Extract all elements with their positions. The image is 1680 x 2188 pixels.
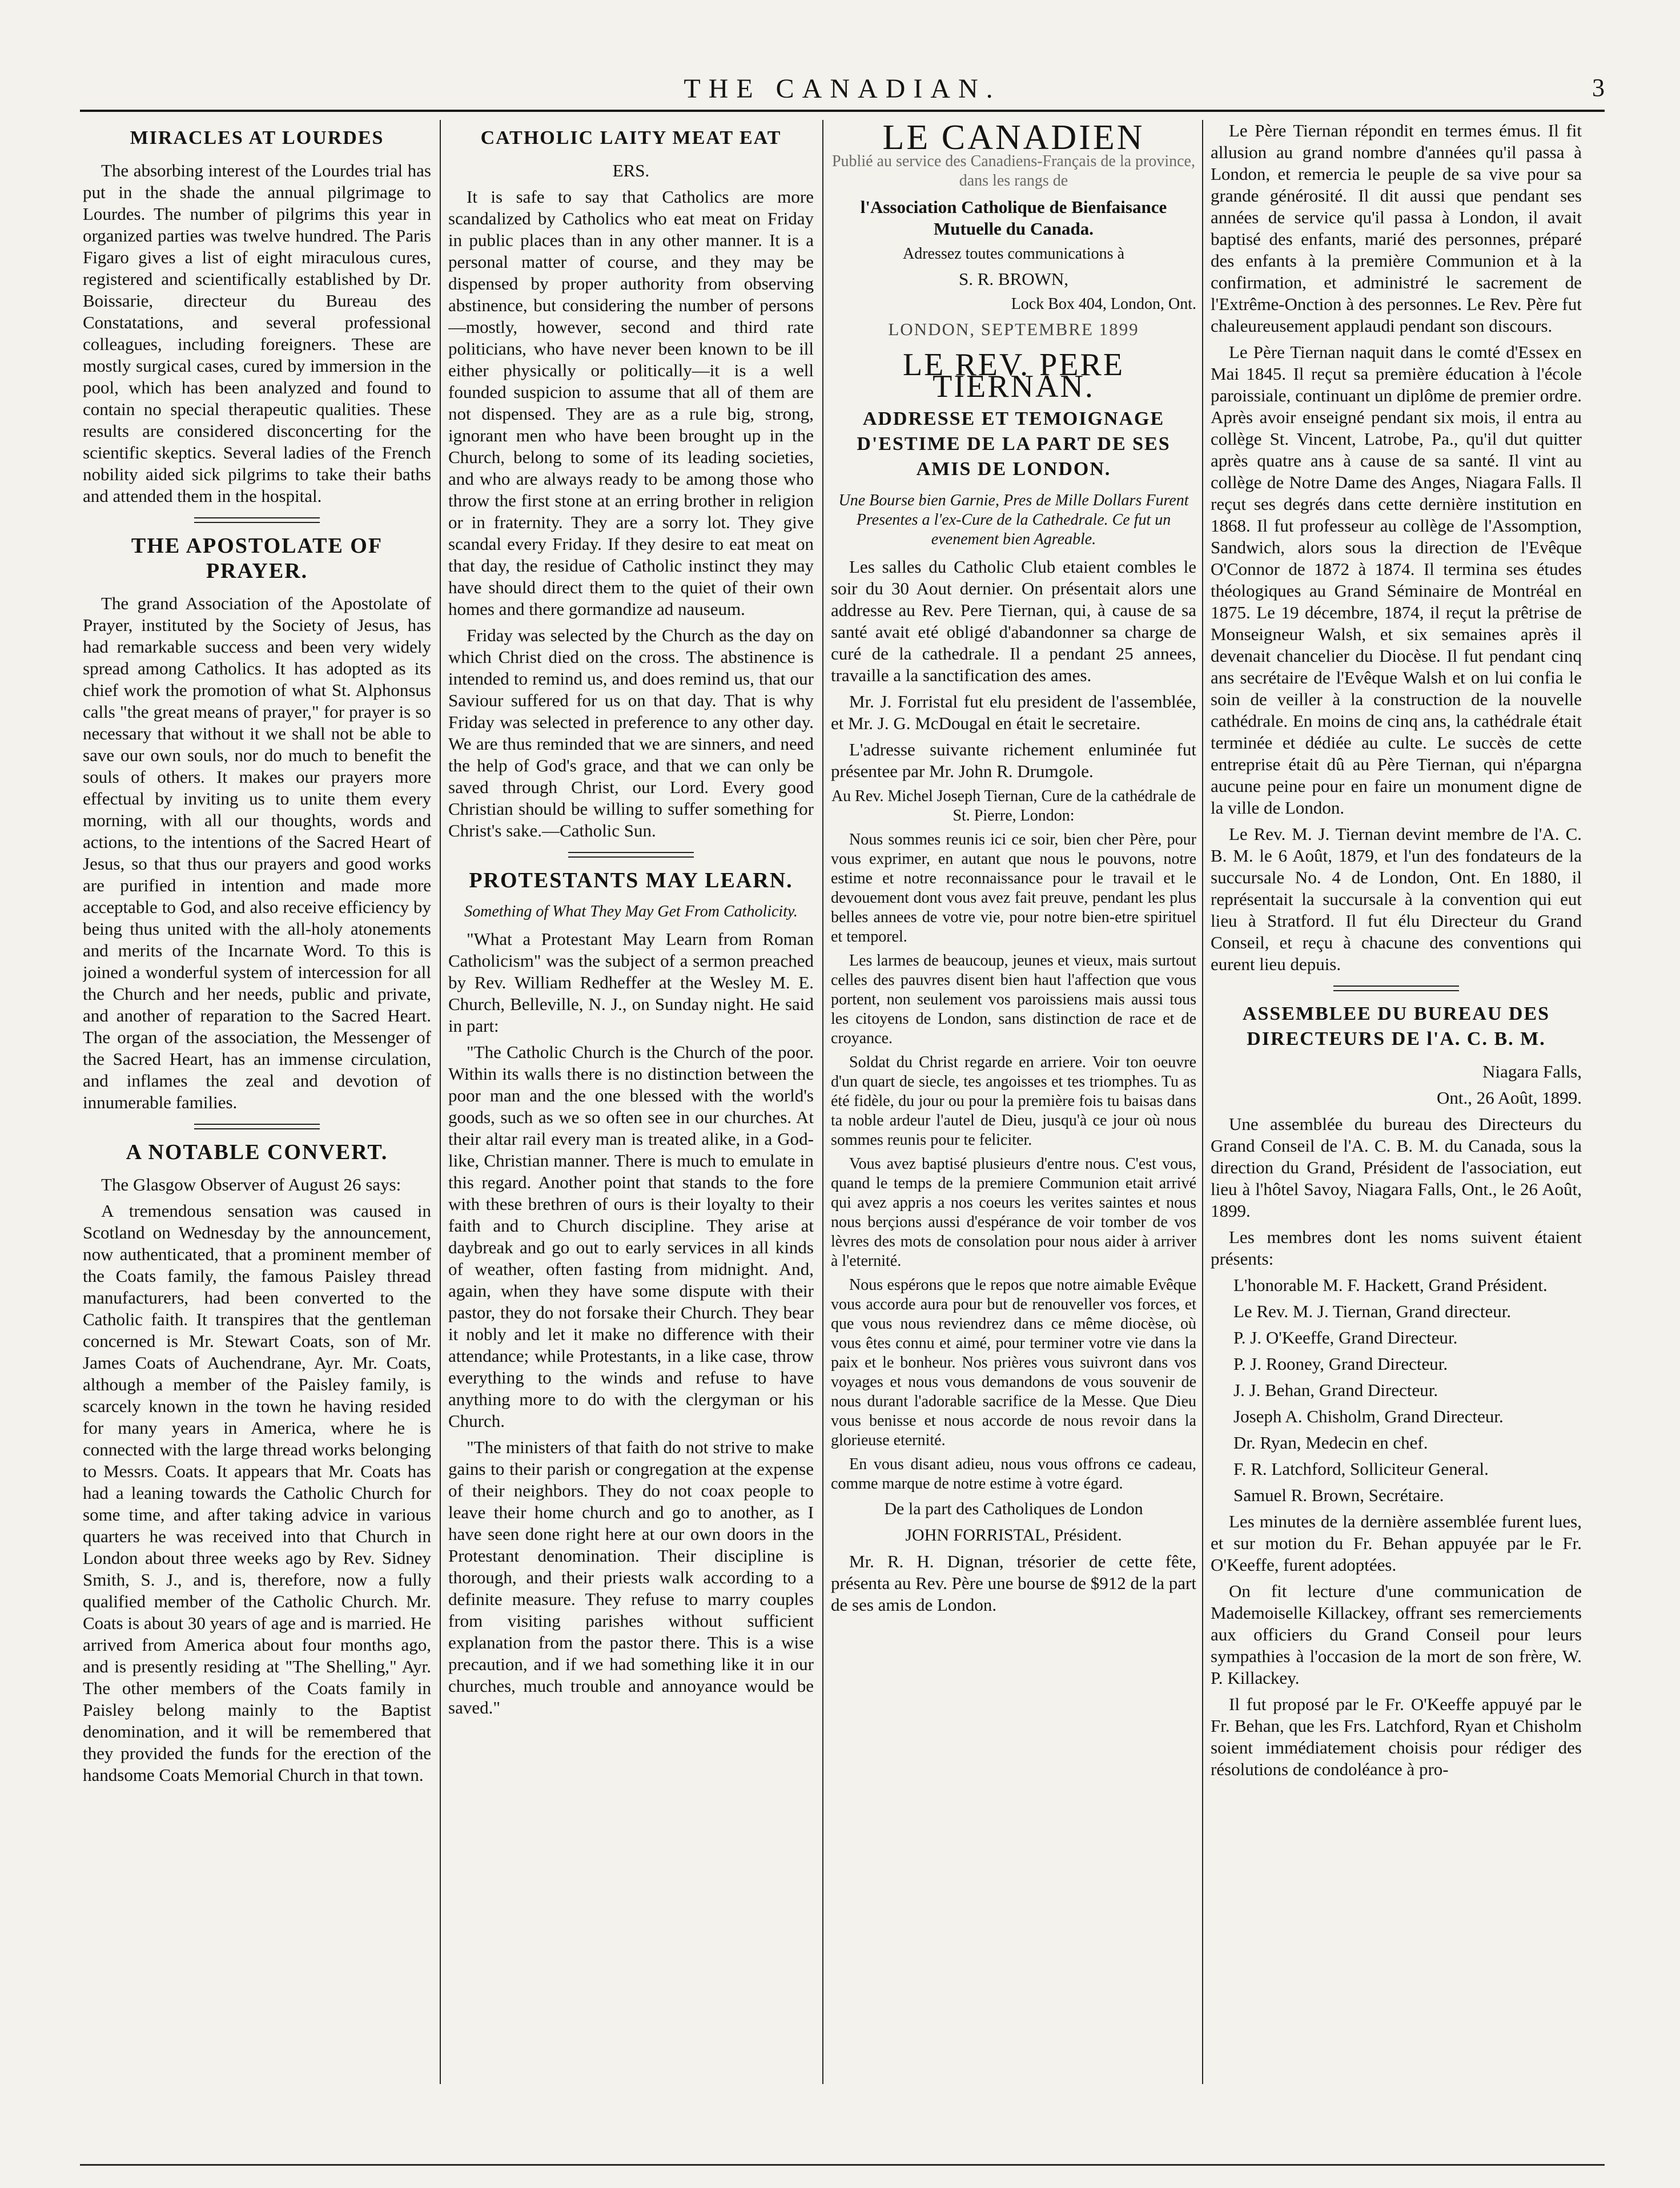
column-divider	[822, 120, 823, 2084]
article-title-apostolate: THE APOSTOLATE OF PRAYER.	[131, 534, 383, 583]
article-title-assemblee: ASSEMBLEE DU BUREAU DES DIRECTEURS DE l'A. C. B. M.	[1242, 1003, 1550, 1049]
address-para-6: En vous disant adieu, nous vous offrons ce cadeau, comme marque de notre estime à votre égard.	[831, 1455, 1196, 1493]
article-body-meat-2: Friday was selected by the Church as the day on which Christ died on the cross. The abstinence is intended to remind us, and does remind us, that our Saviour suffered for us on that day. That is why Friday was selected in preference to any other day. We are thus reminded that we are sinners, and need the help of God's grace, and that we can only be saved through Christ, our Lord. Every good Christian should be willing to suffer something for Christ's sake.—Catholic Sun.	[448, 625, 814, 840]
article-title-protestants: PROTESTANTS MAY LEARN.	[469, 868, 793, 892]
article-divider	[568, 852, 694, 858]
column-divider	[1202, 120, 1203, 2084]
article-body-convert: A tremendous sensation was caused in Scotland on Wednesday by the announcement, now authenticated, that a prominent member of the Coats family, the famous Paisley thread manufacturers, had been converted to the Catholic faith. It transpires that the gentleman concerned is Mr. Stewart Coats, son of Mr. James Coats of Auchendrane, Ayr. Mr. Coats, although a member of the Paisley family, is scarcely known in the town he having resided for many years in America, where he is connected with the large thread works belonging to Messrs. Coats. It appears that Mr. Coats has had a leaning towards the Catholic Church for some time, and after taking advice in various quarters he was received into that Church in London about three weeks ago by Rev. Sidney Smith, S. J., and is, therefore, now a fully qualified member of the Catholic Church. Mr. Coats is about 30 years of age and is married. He arrived from America about four months ago, and is presently residing at "The Shelling," Ayr. The other members of the Coats family in Paisley belong mainly to the Baptist denomination, and it will be remembered that they provided the funds for the erection of the handsome Coats Memorial Church in that town.	[83, 1201, 431, 1785]
editor-name: S. R. BROWN,	[958, 269, 1069, 289]
address-salutation: Au Rev. Michel Joseph Tiernan, Cure de la cathédrale de St. Pierre, London:	[831, 787, 1196, 824]
article-divider	[194, 1124, 320, 1129]
member-entry: P. J. Rooney, Grand Directeur.	[1233, 1354, 1448, 1374]
address-signature-line: De la part des Catholiques de London	[884, 1499, 1143, 1518]
member-entry: F. R. Latchford, Solliciteur General.	[1233, 1459, 1489, 1479]
column-4	[1211, 120, 1582, 2101]
column-divider	[440, 120, 441, 2084]
address-para-2: Les larmes de beaucoup, jeunes et vieux, mais surtout celles des pauvres disent bien haut l'affection que vous portent, non seulement vos paroissiens mais aussi tous les citoyens de London, sans distinction de race et de croyance.	[831, 952, 1196, 1047]
masthead-rule	[80, 110, 1605, 112]
column-2	[448, 120, 814, 2101]
page-number: 3	[1592, 74, 1605, 102]
member-entry: P. J. O'Keeffe, Grand Directeur.	[1233, 1328, 1458, 1348]
address-para-4: Vous avez baptisé plusieurs d'entre nous. C'est vous, quand le temps de la premiere Communion etait arrivé qui avez appris a nos coeurs les verites saintes et nous nous berçions aussi d'espérance de voir tomber de vos lèvres des mots de consolation pour nous aider à arriver à l'eternité.	[831, 1155, 1196, 1270]
column-1	[83, 120, 431, 2101]
member-entry: L'honorable M. F. Hackett, Grand Président.	[1233, 1275, 1548, 1295]
article-title-lourdes: MIRACLES AT LOURDES	[130, 127, 384, 148]
headline-tiernan: LE REV. PERE TIERNAN.	[902, 347, 1125, 404]
meeting-body-3: Les minutes de la dernière assemblée furent lues, et sur motion du Fr. Behan appuyée par le Fr. O'Keeffe, furent adoptées.	[1211, 1511, 1582, 1575]
article-divider	[1333, 986, 1459, 991]
column-3	[831, 120, 1196, 2101]
article-body-protestants-2: "The Catholic Church is the Church of the poor. Within its walls there is no distinction between the poor man and the one blessed with the world's goods, such as we so often see in our churches. At their altar rail every man is treated alike, in a God-like, Christian manner. There is much to emulate in this regard. Another point that stands to the fore with these brethren of ours is their loyalty to their faith and to Church discipline. They arise at daybreak and go out to early services in all kinds of weather, often fasting from midnight. And, again, when they have some dispute with their pastor, they do not forsake their Church. They bear it nobly and let it make no difference with their attendance; while Protestants, in a like case, throw everything to the winds and refuse to have anything more to do with the clergyman or his Church.	[448, 1042, 814, 1431]
article-divider	[194, 517, 320, 523]
editor-address: Lock Box 404, London, Ont.	[1011, 295, 1196, 313]
meeting-body-4: On fit lecture d'une communication de Mademoiselle Killackey, offrant ses remerciements aux officiers du Grand Conseil pour leurs sympathies à l'occasion de la mort de son frère, W. P. Killackey.	[1211, 1581, 1582, 1688]
association-name: l'Association Catholique de Bienfaisance Mutuelle du Canada.	[860, 197, 1167, 239]
member-entry: Le Rev. M. J. Tiernan, Grand directeur.	[1233, 1301, 1512, 1321]
meeting-date: Ont., 26 Août, 1899.	[1436, 1088, 1582, 1108]
member-entry: Dr. Ryan, Medecin en chef.	[1233, 1433, 1428, 1453]
article-subtitle-tiernan: Une Bourse bien Garnie, Pres de Mille Dollars Furent Presentes a l'ex-Cure de la Cathedrale. Ce fut un evenement bien Agreable.	[838, 492, 1189, 548]
article-body-protestants-3: "The ministers of that faith do not strive to make gains to their parish or congregation at the expense of their neighbors. They do not coax people to leave their home church and go to another, as I have seen done right here at our own doors in the Protestant denomination. Their discipline is thorough, and their priests walk according to a definite measure. They refuse to marry couples from visiting parishes without sufficient explanation from the pastor there. This is a wise precaution, and if we had something like it in our churches, much trouble and annoyance would be saved."	[448, 1437, 814, 1718]
address-signature-name: JOHN FORRISTAL, Président.	[905, 1526, 1122, 1545]
article-body-tiernan-1: Les salles du Catholic Club etaient combles le soir du 30 Aout dernier. On présentait alors une addresse au Rev. Pere Tiernan, qui, à cause de sa santé avait eté obligé d'abandonner sa charge de curé de la cathedrale. Il a pendant 25 annees, travaille a la sanctification des ames.	[831, 557, 1196, 685]
paper-title: LE CANADIEN	[882, 120, 1145, 157]
article-subtitle-protestants: Something of What They May Get From Catholicity.	[464, 903, 798, 920]
article-body-apostolate: The grand Association of the Apostolate of Prayer, instituted by the Society of Jesus, has had remarkable success and been very widely spread among Catholics. It has adopted as its chief work the promotion of what St. Alphonsus calls "the great means of prayer," for prayer is so necessary that without it we shall not be able to save our own souls, nor do much to benefit the souls of others. It makes our prayers more effectual by inviting us to unite them every morning, with all our thoughts, words and actions, to the intentions of the Sacred Heart of Jesus, so that thus our prayers and good works are purified in intention and made more acceptable to God, and also receive efficiency by being thus united with the all-holy atonements and merits of the Incarnate Word. To this is joined a wonderful system of intercession for all the Church and her needs, public and private, and another of reparation to the Sacred Heart. The organ of the association, the Messenger of the Sacred Heart, has an immense circulation, and inflames the zeal and devotion of innumerable families.	[83, 593, 431, 1112]
member-entry: Joseph A. Chisholm, Grand Directeur.	[1233, 1406, 1504, 1426]
article-body-meat-1: It is safe to say that Catholics are more scandalized by Catholics who eat meat on Friday in public places than in any other manner. It is a personal matter of course, and they may be dispensed by proper authority from observing abstinence, but considering the number of persons—mostly, however, second and third rate politicians, who have never been known to be ill either physically or politically—it is a well founded suspicion to assume that all of them are not dispensed. They are as a rule big, strong, ignorant men who have been brought up in the Church, belong to some of its leading societies, and who are always ready to be among those who throw the first stone at an erring brother in religion or in fraternity. They are a sorry lot. They give scandal every Friday. If they desire to eat meat on that day, the residue of Catholic instinct they may have should direct them to the quiet of their own homes and there gormandize ad nauseum.	[448, 187, 814, 619]
address-notice: Adressez toutes communications à	[902, 245, 1124, 263]
member-entry: J. J. Behan, Grand Directeur.	[1233, 1380, 1438, 1400]
article-body-protestants-1: "What a Protestant May Learn from Roman Catholicism" was the subject of a sermon preached by Rev. William Redheffer at the Wesley M. E. Church, Belleville, N. J., on Sunday night. He said in part:	[448, 929, 814, 1036]
article-title-convert: A NOTABLE CONVERT.	[126, 1140, 388, 1164]
address-para-3: Soldat du Christ regarde en arriere. Voir ton oeuvre d'un quart de siecle, tes angoisses et tes triomphes. Tu as été fidèle, du jour ou pour la première fois tu baisas dans ta noble ardeur l'autel de Dieu, jusqu'à ce jour où nous sommes reunis pour te feliciter.	[831, 1053, 1196, 1149]
masthead-title: THE CANADIAN.	[684, 74, 1001, 104]
tiernan-reply: Le Père Tiernan répondit en termes émus. Il fit allusion au grand nombre d'années qu'il passa à London, et remercia le peuple de sa vive pour sa grande générosité. Il dit aussi que pendant ses années de service qu'il passa à London, il avait baptisé des enfants, marié des personnes, préparé des enfants à la première Communion et à la confirmation, et administré le sacrement de l'Extrême-Onction à des personnes. Le Rev. Père fut chaleureusement applaudi pendant son discours.	[1211, 120, 1582, 336]
meeting-place: Niagara Falls,	[1482, 1061, 1582, 1081]
article-body-tiernan-3: L'adresse suivante richement enluminée fut présentee par Mr. John R. Drumgole.	[831, 739, 1196, 781]
member-entry: Samuel R. Brown, Secrétaire.	[1233, 1485, 1444, 1505]
meeting-body-1: Une assemblée du bureau des Directeurs du Grand Conseil de l'A. C. B. M. du Canada, sous la direction du Grand, Président de l'association, eut lieu à l'hôtel Savoy, Niagara Falls, Ont., le 26 Août, 1899.	[1211, 1114, 1582, 1221]
article-title-meat-cont: ERS.	[612, 160, 650, 180]
meeting-body-5: Il fut proposé par le Fr. O'Keeffe appuyé par le Fr. Behan, que les Frs. Latchford, Ryan et Chisholm soient immédiatement choisis pour rédiger des résolutions de condoléance à pro-	[1211, 1694, 1582, 1779]
article-body-tiernan-4: Mr. R. H. Dignan, trésorier de cette fête, présenta au Rev. Père une bourse de $912 de la part de ses amis de London.	[831, 1551, 1196, 1615]
tiernan-biography: Le Père Tiernan naquit dans le comté d'Essex en Mai 1845. Il reçut sa première éducation à l'école paroissiale, continuant un diplôme de premier ordre. Après avoir enseigné pendant six mois, il entra au collège St. Vincent, Latrobe, Pa., qu'il dut quitter après quatre ans à cause de sa santé. Il vint au collège de Notre Dame des Anges, Niagara Falls. Il reçut ses degrés dans cette dernière institution en 1868. Il fut professeur au collège de l'Assomption, Sandwich, alors sous la direction de l'Evêque O'Connor de 1872 à 1874. Il termina ses études théologiques au Grand Séminaire de Montréal en 1875. Le 19 décembre, 1874, il reçut la prêtrise de Monseigneur Walsh, et six semaines après il devenait chancelier du Diocèse. Il fut pendant cinq ans secrétaire de l'Evêque Walsh et on lui confia le soin de veiller à la construction de la nouvelle cathédrale. En moins de cinq ans, la cathédrale était terminée et dédiée au culte. Le succès de cette entreprise était dû au Père Tiernan, qui n'épargna aucune peine pour en faire un monument digne de la ville de London.	[1211, 342, 1582, 818]
tiernan-membership: Le Rev. M. J. Tiernan devint membre de l'A. C. B. M. le 6 Août, 1879, et l'un des fondateurs de la succursale No. 4 de London, Ont. En 1880, il représentait la succursale à la convention qui eut lieu à Stratford. Il fut élu Directeur du Grand Conseil, et reçu à chacune des conventions qui eurent lieu depuis.	[1211, 824, 1582, 974]
issue-date: LONDON, SEPTEMBRE 1899	[888, 319, 1139, 339]
meeting-body-2: Les membres dont les noms suivent étaient présents:	[1211, 1227, 1582, 1269]
article-title-tiernan: ADDRESSE ET TEMOIGNAGE D'ESTIME DE LA PART DE SES AMIS DE LONDON.	[857, 408, 1171, 480]
paper-subtitle: Publié au service des Canadiens-Français de la province, dans les rangs de	[831, 152, 1195, 190]
article-intro-convert: The Glasgow Observer of August 26 says:	[101, 1175, 401, 1194]
article-body-lourdes: The absorbing interest of the Lourdes trial has put in the shade the annual pilgrimage to Lourdes. The number of pilgrims this year in organized parties was twelve hundred. The Paris Figaro gives a list of eight miraculous cures, registered and scientifically established by Dr. Boissarie, directeur du Bureau des Constatations, and several professional colleagues, including foreigners. These are mostly surgical cases, cured by immersion in the pool, which has been analyzed and found to contain no special therapeutic qualities. These results are considered disconcerting for the scientific skeptics. Several ladies of the French nobility aided sick pilgrims to take their baths and attended them in the hospital.	[83, 160, 431, 506]
masthead	[80, 69, 1605, 108]
address-para-1: Nous sommes reunis ici ce soir, bien cher Père, pour vous exprimer, en autant que nous le pouvons, notre estime et notre reconnaissance pour le travail et le devouement dont vous avez fait preuve, pendant les plus belles annees de votre vie, pour notre bien-etre spirituel et temporel.	[831, 831, 1196, 946]
address-para-5: Nous espérons que le repos que notre aimable Evêque vous accorde aura pour but de renouveller vos forces, et que vous nous reviendrez dans ce même diocèse, où vous êtes connu et aimé, pour terminer votre vie dans la paix et le bonheur. Nos prières vous suivront dans vos voyages et nous vous demandons de vous souvenir de nous durant l'adorable sacrifice de la Messe. Que Dieu vous benisse et nous accorde de nous revoir dans la glorieuse eternité.	[831, 1276, 1196, 1449]
footer-rule	[80, 2164, 1605, 2166]
article-title-meat: CATHOLIC LAITY MEAT EAT	[480, 127, 782, 148]
article-body-tiernan-2: Mr. J. Forristal fut elu president de l'assemblée, et Mr. J. G. McDougal en était le secretaire.	[831, 691, 1196, 733]
